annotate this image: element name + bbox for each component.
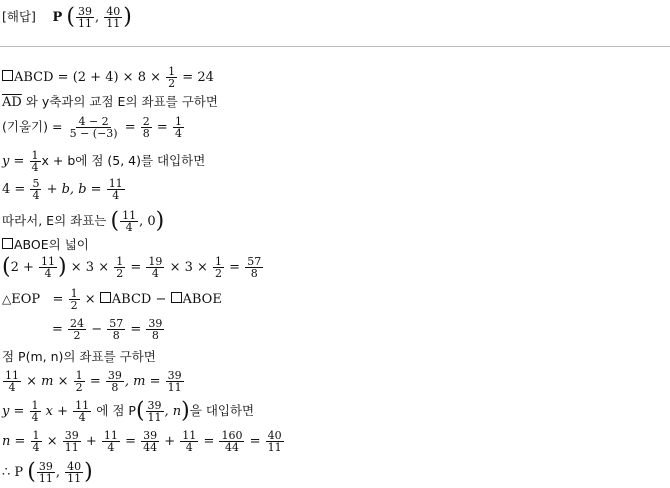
line-area-abcd: ABCD = (2 + 4) × 8 × $\frac{1}{2}$ = 24	[2, 66, 214, 89]
line-area-aboe-label: ABOE의 넓이	[2, 238, 89, 253]
answer-point-letter: P	[52, 10, 63, 25]
line-substitute-p: y = $\frac{1}{4}$ x + $\frac{11}{4}$ 에 점 P( $\frac{39}{11}$ , n)을 대입하면	[2, 398, 255, 424]
square-symbol	[2, 70, 13, 81]
answer-header: [해답] P ( $\frac{39}{11}$ , $\frac{40}{11}$ )	[2, 4, 132, 30]
line-find-p: 점 P(m, n)의 좌표를 구하면	[2, 349, 156, 364]
answer-x: $\frac{39}{11}$	[77, 5, 92, 30]
line-intersection-e: $\overline{AD}$ 와 y축과의 교점 E의 좌표를 구하면	[2, 94, 218, 110]
answer-y: $\frac{40}{11}$	[106, 5, 121, 30]
line-slope: (기울기) = $\frac{4 - 2}{5 - (-3)}$ = $\frac{2}{8}$ = $\frac{1}{4}$	[2, 115, 182, 140]
line-substitute-point: y = $\frac{1}{4}$ x + b에 점 (5, 4)를 대입하면	[2, 149, 206, 174]
line-solve-b: 4 = $\frac{5}{4}$ + b, b = $\frac{11}{4}$	[2, 177, 123, 202]
line-solve-m: $\frac{11}{4}$ × m × $\frac{1}{2}$ = $\frac{39}{8}$ , m = $\frac{39}{11}$	[5, 369, 182, 394]
line-eop-area: △EOP = $\frac{1}{2}$ × ABCD − ABOE	[2, 287, 222, 312]
line-solve-n: n = $\frac{1}{4}$ × $\frac{39}{11}$ + $\frac{11}{4}$ = $\frac{39}{44}$ + $\frac{11}{4}$ = $\frac{160}{44}$ = $\frac{40}{11}$	[2, 429, 282, 454]
answer-label: [해답]	[2, 9, 36, 24]
triangle-symbol: △	[2, 292, 12, 306]
line-eop-result: = $\frac{24}{2}$ − $\frac{57}{8}$ = $\frac{39}{8}$	[52, 317, 163, 342]
line-e-coords: 따라서, E의 좌표는 ( $\frac{11}{4}$ , 0)	[2, 208, 165, 234]
line-area-aboe-calc: (2 + $\frac{11}{4}$ ) × 3 × $\frac{1}{2}$ = $\frac{19}{4}$ × 3 × $\frac{1}{2}$ = $\frac{57}{8}$	[2, 254, 262, 280]
divider	[0, 46, 670, 47]
line-conclusion: ∴ P ( $\frac{39}{11}$ , $\frac{40}{11}$ )	[2, 459, 93, 485]
